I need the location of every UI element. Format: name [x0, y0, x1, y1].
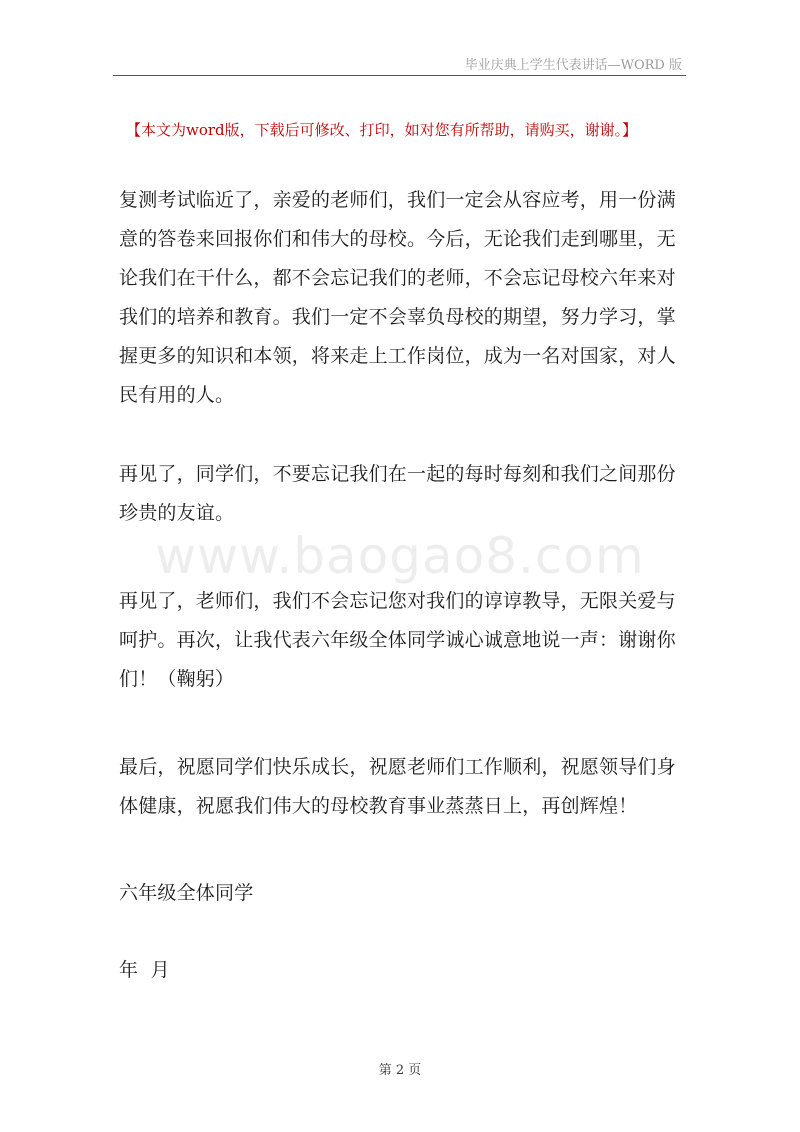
paragraph-exam-promise: 复测考试临近了，亲爱的老师们，我们一定会从容应考，用一份满意的答卷来回报你们和伟大的母校。今后，无论我们走到哪里，无论我们在干什么，都不会忘记我们的老师，不会忘记母校六年来对我们的培养和教育。我们一定不会辜负母校的期望，努力学习，掌握更多的知识和本领，将来走上工作岗位，成为一名对国家，对人民有用的人。 — [119, 189, 676, 406]
header-divider — [113, 75, 686, 76]
paragraph-farewell-teachers: 再见了，老师们，我们不会忘记您对我们的谆谆教导，无限关爱与呵护。再次，让我代表六年级全体同学诚心诚意地说一声：谢谢你们！（鞠躬） — [119, 590, 676, 690]
site-watermark: www.baogao8.com — [155, 527, 645, 585]
paragraph-closing-wishes: 最后，祝愿同学们快乐成长，祝愿老师们工作顺利，祝愿领导们身体健康，祝愿我们伟大的母校教育事业蒸蒸日上，再创辉煌！ — [119, 756, 676, 817]
document-header-title: 毕业庆典上学生代表讲话—WORD 版 — [464, 58, 682, 73]
signature-line: 六年级全体同学 — [119, 882, 254, 904]
page-number: 第 2 页 — [378, 1063, 422, 1078]
date-line: 年 月 — [119, 959, 170, 981]
paragraph-farewell-classmates: 再见了，同学们，不要忘记我们在一起的每时每刻和我们之间那份珍贵的友谊。 — [119, 463, 676, 524]
purchase-notice: 【本文为word版，下载后可修改、打印，如对您有所帮助，请购买，谢谢。】 — [126, 121, 638, 139]
